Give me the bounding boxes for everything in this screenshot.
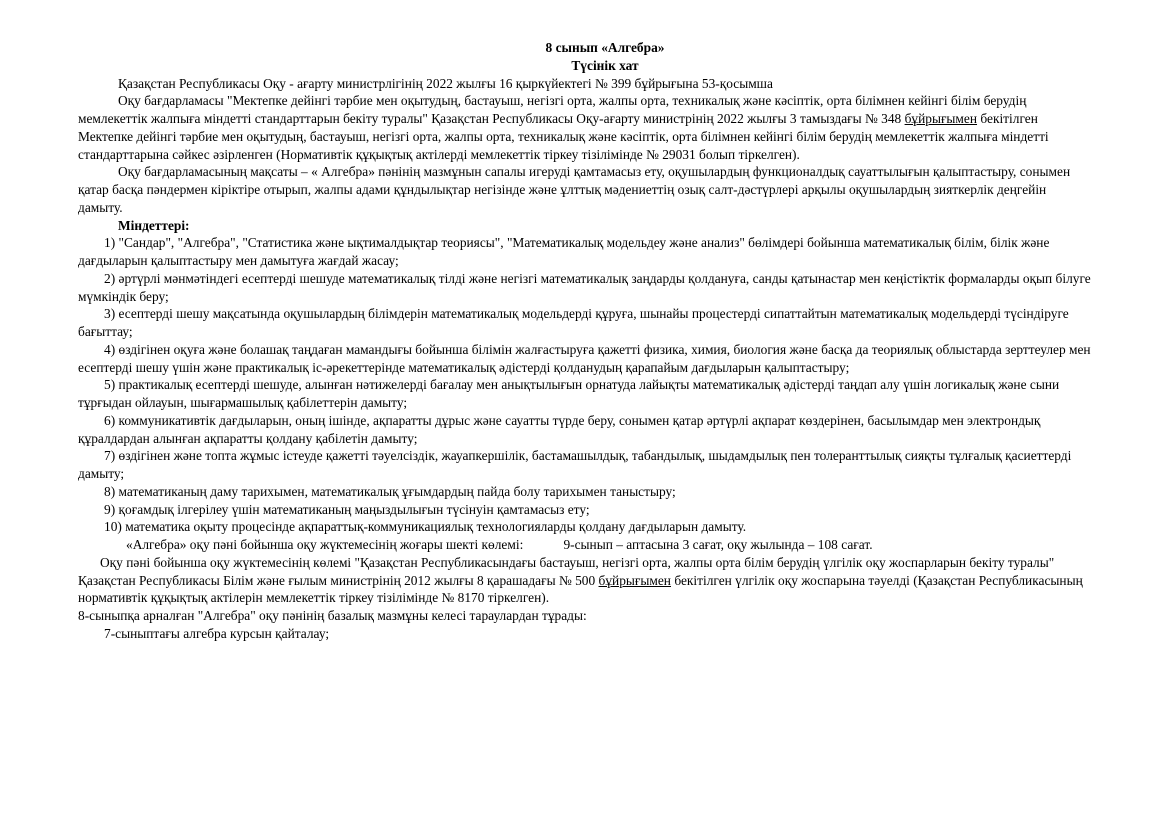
text-run: 7) өздігінен және топта жұмыс істеуде қажетті тәуелсіздік, жауапкершілік, бастамашылдық, табандылық, шыдамдылық пен толеранттылық сияқты тұлғалық қасиеттерді дамыту;: [78, 448, 1072, 481]
paragraph: [78, 607, 1092, 625]
paragraph: [78, 501, 1092, 519]
paragraph: [78, 536, 1092, 554]
title-line-explanatory-note: Түсінік хат: [571, 57, 639, 73]
paragraph: [78, 163, 1092, 216]
paragraph: [78, 234, 1092, 270]
paragraph: [78, 625, 1092, 643]
paragraph: [78, 518, 1092, 536]
underlined-text: бұйрығымен: [904, 111, 978, 126]
text-run: 6) коммуникативтік дағдыларын, оның ішінде, ақпаратты дұрыс және сауатты түрде беру, сонымен қатар әртүрлі ақпарат көздерінен, басылымдар мен электрондық құралдардан алынған ақпаратты қолдану қабілетін дамыту;: [78, 412, 1041, 446]
paragraph: [78, 270, 1092, 306]
text-run: Оқу бағдарламасы "Мектепке дейінгі тәрбие мен оқытудың, бастауыш, негізгі орта, жалпы орта, техникалық және кәсіптік, орта білімнен кейінгі білім берудің мемлекеттік жалпыға міндетті стандарттарын бекіту туралы" Қазақстан Республикасы Оқу-ағарту министрінің 2022 жылғы 3 тамыздағы № 348: [78, 93, 1027, 126]
text-run: 8) математиканың даму тарихымен, математикалық ұғымдардың пайда болу тарихымен таныстыру;: [104, 483, 676, 499]
text-run: 5) практикалық есептерді шешуде, алынған нәтижелерді бағалау мен анықтылығын орнатуда лайықты математикалық әдістерді таңдап алу үшін логикалық және сыни тұрғыдан ойлауын, шығармашылық қабілеттерін дамыту;: [78, 377, 1060, 410]
paragraph: [78, 483, 1092, 501]
bold-text: Міндеттері:: [118, 217, 190, 233]
paragraph: [78, 554, 1092, 607]
text-run: 4) өздігінен оқуға және болашақ таңдаған мамандығы бойынша білімін жалғастыруға қажетті физика, химия, биология және басқа да теориялық облыстарда зерттеулер мен есептерді шешу үшін және практикалық іс-әрекеттерінде математикалық әдістерді қолданудың қарапайым дағдыларын қалыптастыру;: [78, 341, 1091, 375]
text-run: 8-сыныпқа арналған "Алгебра" оқу пәнінің базалық мазмұны келесі тараулардан тұрады:: [78, 608, 587, 623]
text-run: 7-сыныптағы алгебра курсын қайталау;: [104, 625, 330, 641]
text-run: Оқу бағдарламасының мақсаты – « Алгебра» пәнінің мазмұнын сапалы игеруді қамтамасыз ету, оқушылардың функционалдық сауаттылығын қалыптастыру, сонымен қатар басқа пәндермен кіріктіре отырып, жалпы адами құндылықтар негізінде және ұлттық мәдениеттің озық салт-дәстүрлері арқылы оқушылардың зияткерлік деңгейін дамыту.: [78, 164, 1071, 215]
paragraph: [78, 92, 1092, 163]
text-run: бекітілген Мектепке дейінгі тәрбие мен оқытудың, бастауыш, негізгі орта, жалпы орта, техникалық және кәсіптік, орта білімнен кейінгі білім берудің мемлекеттік жалпыға міндетті стандарттарына сәйкес әзірленген (Нормативтік құқықтық актілерді мемлекеттік тіркеу тізілімінде № 29031 болып тіркелген).: [78, 111, 1049, 162]
text-run: 3) есептерді шешу мақсатында оқушылардың білімдерін математикалық модельдерді құруға, шынайы процестерді сипаттайтын математикалық модельдерді түсіндіруге бағыттау;: [78, 306, 1069, 339]
underlined-text: бұйрығымен: [598, 572, 671, 588]
document-content: [78, 39, 1092, 643]
paragraph: [78, 376, 1092, 412]
text-run: 2) әртүрлі мәнмәтіндегі есептерді шешуде математикалық тілді және негізгі математикалық заңдарды қолдануға, санды қатынастар мен кеңістіктік формаларды оқып білуге мүмкіндік беру;: [78, 270, 1091, 304]
text-run: «Алгебра» оқу пәні бойынша оқу жүктемесінің жоғары шекті көлемі: 9-сынып – аптасына 3 сағат, оқу жылында – 108 сағат.: [126, 537, 873, 552]
paragraph: [78, 217, 1092, 235]
text-run: 1) "Сандар", "Алгебра", "Статистика және ықтималдықтар теориясы", "Математикалық модельдеу және анализ" бөлімдері бойынша математикалық білім, білік және дағдыларын қалыптастыру мен дамытуға жағдай жасау;: [78, 235, 1050, 268]
text-run: Оқу пәні бойынша оқу жүктемесінің көлемі "Қазақстан Республикасындағы бастауыш, негізгі орта, жалпы орта білім берудің үлгілік оқу жоспарларын бекіту туралы" Қазақстан Республикасы Білім және ғылым министрінің 2012 жылғы 8 қарашадағы № 500: [78, 554, 1055, 588]
text-run: 10) математика оқыту процесінде ақпараттық-коммуникациялық технологияларды қолдану дағдыларын дамыту.: [104, 519, 747, 535]
document-body: [78, 75, 1092, 643]
paragraph: [78, 341, 1092, 377]
text-run: Қазақстан Республикасы Оқу - ағарту министрлігінің 2022 жылғы 16 қыркүйектегі № 399 бұйрығына 53-қосымша: [118, 75, 773, 91]
text-run: бекітілген үлгілік оқу жоспарына тәуелді (Қазақстан Республикасының нормативтік құқықтық актілерін мемлекеттік тіркеу тізілімінде № 8170 тіркелген).: [78, 572, 1083, 606]
document-title: [78, 39, 1092, 75]
paragraph: [78, 447, 1092, 483]
paragraph: [78, 305, 1092, 341]
paragraph: [78, 75, 1092, 93]
title-line-grade-subject: 8 сынып «Алгебра»: [545, 40, 665, 55]
paragraph: [78, 412, 1092, 448]
text-run: 9) қоғамдық ілгерілеу үшін математиканың маңыздылығын түсінуін қамтамасыз ету;: [104, 501, 590, 517]
